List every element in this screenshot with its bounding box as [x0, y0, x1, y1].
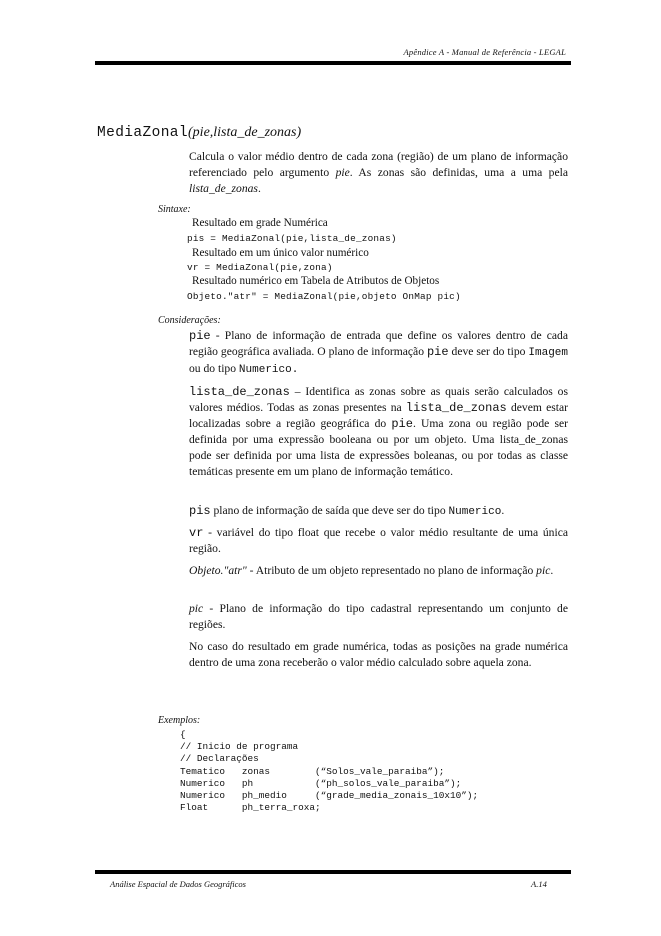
description-text-2: . As zonas são definidas, uma a uma pela	[349, 166, 568, 179]
type-numerico: Numerico.	[238, 364, 299, 376]
page-number: A.14	[531, 879, 547, 889]
text: - Plano de informação de entrada que define os valores dentro de cada região geográfica avaliada. O plano de informação	[189, 329, 568, 358]
consideration-note: No caso do resultado em grade numérica, todas as posições na grade numérica dentro de uma zona receberão o valor médio calculado sobre aquela zona.	[189, 640, 568, 669]
term-pic-2: pic	[189, 602, 204, 615]
text: - Plano de informação do tipo cadastral representando um conjunto de regiões.	[189, 602, 568, 631]
consideration-pic	[189, 601, 568, 633]
description-text: Calcula o valor médio dentro de cada zona (região) de um plano de informação referenciado pelo argumento	[189, 150, 568, 179]
term-objeto-atr: Objeto."atr"	[189, 564, 247, 577]
syntax-label: Sintaxe:	[158, 204, 191, 215]
text: .	[550, 564, 554, 577]
running-header: Apêndice A - Manual de Referência - LEGAL	[403, 47, 566, 57]
syntax-desc-3: Resultado numérico em Tabela de Atributos de Objetos	[192, 275, 440, 287]
term-pic: pic	[536, 564, 551, 577]
syntax-desc-1: Resultado em grade Numérica	[192, 217, 328, 229]
type-numerico-2: Numerico	[448, 506, 502, 518]
term-pie: pie	[189, 329, 211, 343]
examples-label: Exemplos:	[158, 715, 201, 726]
term-lista-de-zonas: lista_de_zonas	[189, 385, 290, 399]
syntax-code-2: vr = MediaZonal(pie,zona)	[187, 262, 333, 273]
consideration-pie	[189, 328, 568, 378]
text: - variável do tipo float que recebe o valor médio resultante de uma única região.	[189, 526, 568, 555]
header-rule	[95, 61, 571, 65]
consideration-objeto	[189, 563, 568, 579]
term-pie-2: pie	[426, 345, 449, 359]
considerations-label: Considerações:	[158, 315, 221, 326]
consideration-pis	[189, 503, 568, 520]
description-arg: pie	[335, 166, 350, 179]
text: ou do tipo	[189, 362, 239, 375]
function-description	[189, 149, 568, 197]
text: - Atributo de um objeto representado no plano de informação	[246, 564, 537, 577]
text: . Uma zona ou região pode ser definida por uma expressão booleana ou por um objeto. Uma lista_de_zonas pode ser definida por uma lista de expressões boleanas, ou por todas as classe temáticas presente em um plano de informação temático.	[189, 417, 568, 478]
syntax-code-3: Objeto."atr" = MediaZonal(pie,objeto OnMap pic)	[187, 291, 461, 302]
text: devem estar localizadas sobre a região geográfica do	[189, 401, 568, 430]
term-pis: pis	[189, 504, 211, 518]
example-code: { // Inicio de programa // Declarações Tematico zonas (“Solos_vale_paraiba”); Numerico ph (“ph_solos_vale_paraiba”); Numerico ph_medio (“grade_media_zonais_10x10”); Float ph_terra_roxa;	[180, 729, 479, 814]
text: plano de informação de saída que deve ser do tipo	[210, 504, 449, 517]
text: – Identifica as zonas sobre as quais serão calculados os valores médios. Todas as zonas presentes na	[189, 385, 568, 414]
footer-title: Análise Espacial de Dados Geográficos	[110, 879, 246, 889]
term-lista-de-zonas-2: lista_de_zonas	[405, 401, 507, 415]
consideration-vr	[189, 525, 568, 557]
text: .	[501, 504, 505, 517]
text: deve ser do tipo	[448, 345, 529, 358]
function-args: (pie,lista_de_zonas)	[188, 125, 302, 140]
type-imagem: Imagem	[528, 347, 568, 359]
term-pie-3: pie	[391, 417, 413, 431]
syntax-desc-2: Resultado em um único valor numérico	[192, 247, 369, 259]
function-signature	[97, 124, 301, 141]
term-vr: vr	[189, 526, 204, 540]
footer-rule	[95, 870, 571, 874]
description-arg-2: lista_de_zonas	[189, 182, 258, 195]
function-name: MediaZonal	[97, 125, 189, 141]
description-tail: .	[257, 182, 261, 195]
consideration-lista	[189, 384, 568, 480]
syntax-code-1: pis = MediaZonal(pie,lista_de_zonas)	[187, 233, 397, 244]
